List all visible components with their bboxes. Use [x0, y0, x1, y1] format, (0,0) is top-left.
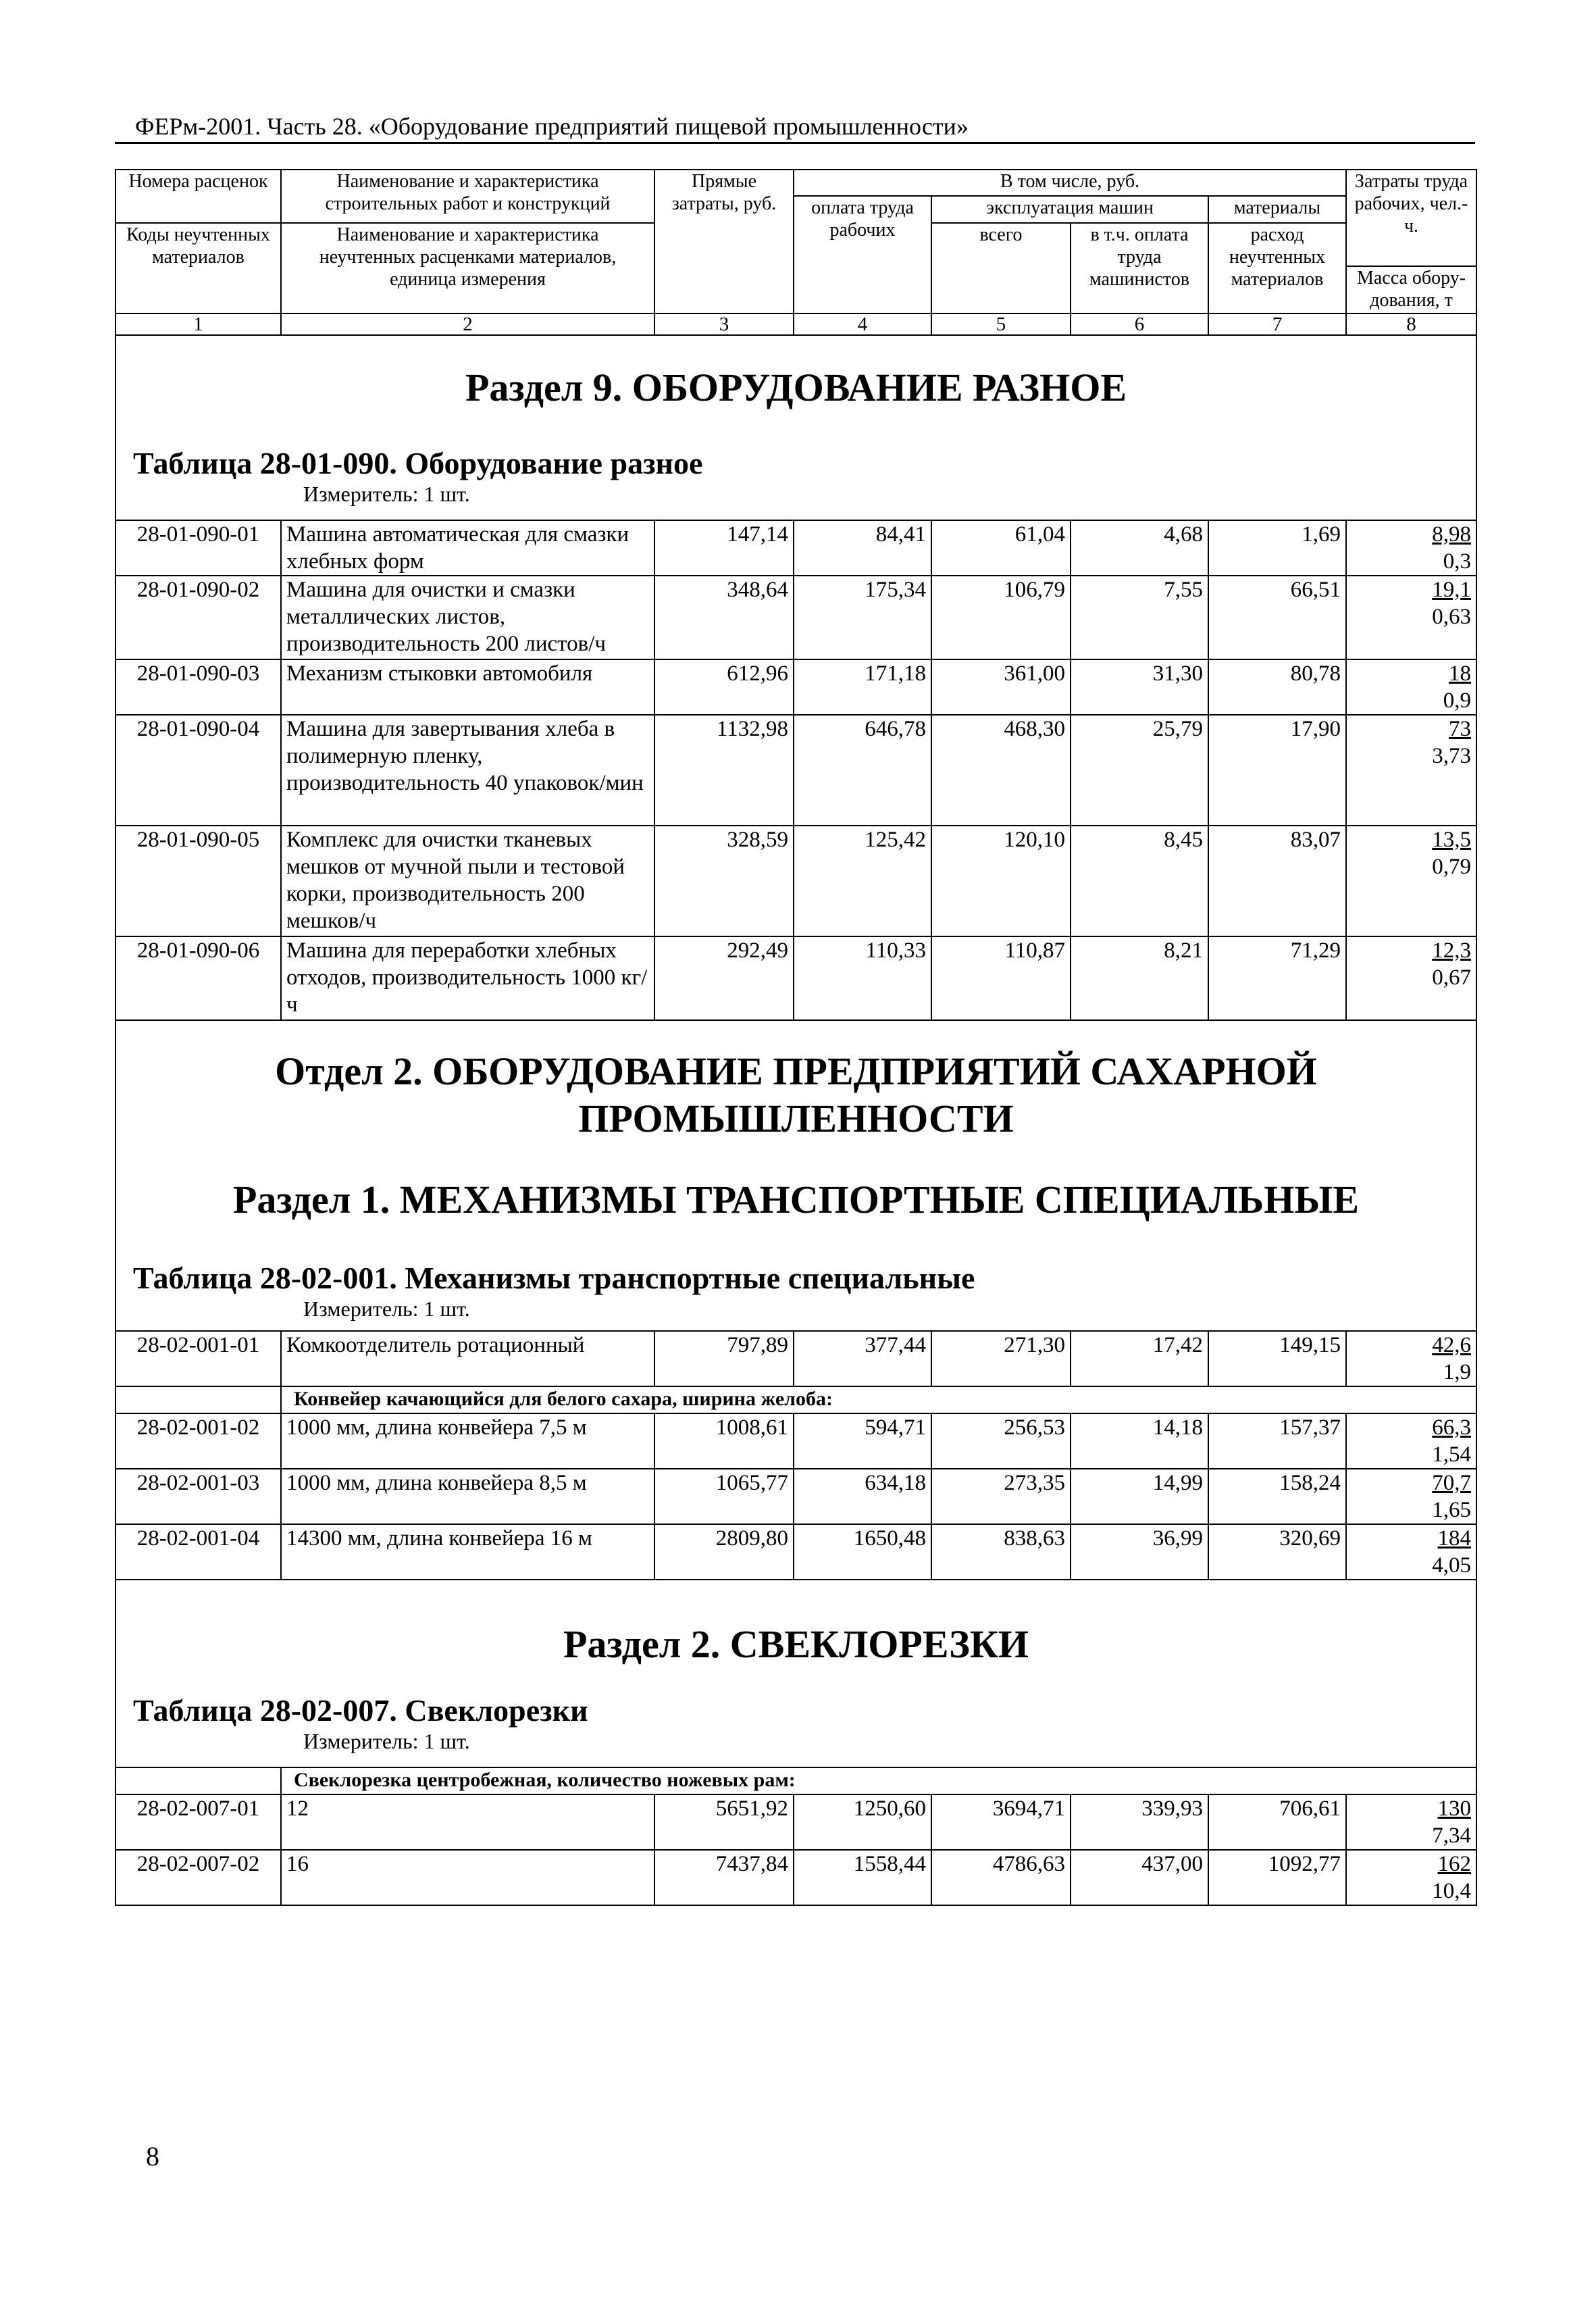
direct-costs: 147,14 — [654, 520, 794, 576]
direct-costs: 7437,84 — [654, 1850, 794, 1905]
labor-mass — [1346, 1524, 1476, 1580]
rate-code: 28-02-001-01 — [115, 1331, 281, 1386]
work-name: 14300 мм, длина конвейера 16 м — [281, 1524, 654, 1580]
table-row — [115, 659, 1476, 715]
work-name: Машина автоматическая для смазки хлебных форм — [281, 520, 654, 576]
mass-value: 0,63 — [1432, 605, 1472, 629]
table-row — [115, 1794, 1476, 1850]
department-title: Отдел 2. ОБОРУДОВАНИЕ ПРЕДПРИЯТИЙ САХАРНОЙ ПРОМЫШЛЕННОСТИ — [275, 1049, 1317, 1140]
materials: 1092,77 — [1208, 1850, 1346, 1905]
labor-value: 12,3 — [1432, 938, 1472, 963]
labor-mass — [1346, 659, 1476, 715]
column-number: 3 — [654, 313, 794, 335]
header-rule — [115, 142, 1475, 144]
labor-value: 13,5 — [1432, 828, 1472, 852]
machines-pay: 36,99 — [1071, 1524, 1208, 1580]
rate-code: 28-02-001-04 — [115, 1524, 281, 1580]
machines-total: 361,00 — [931, 659, 1071, 715]
rate-code: 28-01-090-06 — [115, 936, 281, 1020]
group-spacer — [115, 1386, 281, 1413]
direct-costs: 292,49 — [654, 936, 794, 1020]
labor-pay: 594,71 — [794, 1413, 931, 1469]
materials: 1,69 — [1208, 520, 1346, 576]
work-name: Комплекс для очистки тканевых мешков от мучной пыли и тестовой корки, производительность 200 мешков/ч — [281, 826, 654, 936]
rate-code: 28-01-090-05 — [115, 826, 281, 936]
table-row — [115, 576, 1476, 659]
mass-value: 4,05 — [1432, 1553, 1472, 1578]
machines-pay: 7,55 — [1071, 576, 1208, 659]
materials: 71,29 — [1208, 936, 1346, 1020]
column-number: 6 — [1071, 313, 1208, 335]
materials: 80,78 — [1208, 659, 1346, 715]
materials: 706,61 — [1208, 1794, 1346, 1850]
section-header — [115, 1580, 1476, 1767]
labor-mass — [1346, 936, 1476, 1020]
header-machines-total: всего — [931, 223, 1071, 313]
header-rate-number: Номера расценок — [115, 170, 281, 223]
group-label: Свеклорезка центробежная, количество ножевых рам: — [281, 1767, 1476, 1794]
table-title: Таблица 28-02-001. Механизмы транспортные специальные — [133, 1261, 975, 1295]
rates-table — [115, 169, 1477, 1906]
machines-total: 4786,63 — [931, 1850, 1071, 1905]
header-materials: материалы — [1208, 196, 1346, 223]
column-number: 5 — [931, 313, 1071, 335]
labor-mass — [1346, 1413, 1476, 1469]
header-pay: оплата труда рабочих — [794, 196, 931, 313]
measure-unit: Измеритель: 1 шт. — [303, 1729, 470, 1753]
labor-pay: 634,18 — [794, 1469, 931, 1524]
work-name: Машина для очистки и смазки металлических листов, производительность 200 листов/ч — [281, 576, 654, 659]
machines-total: 106,79 — [931, 576, 1071, 659]
direct-costs: 348,64 — [654, 576, 794, 659]
machines-total: 271,30 — [931, 1331, 1071, 1386]
table-row — [115, 936, 1476, 1020]
rate-code: 28-01-090-01 — [115, 520, 281, 576]
machines-pay: 8,45 — [1071, 826, 1208, 936]
mass-value: 3,73 — [1432, 744, 1472, 768]
labor-pay: 175,34 — [794, 576, 931, 659]
table-row — [115, 520, 1476, 576]
column-number: 1 — [115, 313, 281, 335]
machines-pay: 339,93 — [1071, 1794, 1208, 1850]
materials: 320,69 — [1208, 1524, 1346, 1580]
direct-costs: 1132,98 — [654, 715, 794, 826]
mass-value: 7,34 — [1432, 1823, 1472, 1848]
machines-pay: 31,30 — [1071, 659, 1208, 715]
header-material-name: Наименование и характеристика неучтенных расценками материалов, единица измерения — [281, 223, 654, 313]
labor-value: 8,98 — [1432, 522, 1472, 547]
work-name: Механизм стыковки автомобиля — [281, 659, 654, 715]
table-row — [115, 1331, 1476, 1386]
direct-costs: 328,59 — [654, 826, 794, 936]
mass-value: 1,9 — [1443, 1360, 1472, 1384]
column-number: 4 — [794, 313, 931, 335]
labor-pay: 84,41 — [794, 520, 931, 576]
labor-mass — [1346, 576, 1476, 659]
machines-pay: 17,42 — [1071, 1331, 1208, 1386]
materials: 83,07 — [1208, 826, 1346, 936]
header-materials-use: расход неучтенных материалов — [1208, 223, 1346, 313]
labor-pay: 1650,48 — [794, 1524, 931, 1580]
machines-total: 838,63 — [931, 1524, 1071, 1580]
header-labor: Затраты труда рабочих, чел.-ч. — [1346, 170, 1476, 266]
mass-value: 0,79 — [1432, 855, 1472, 879]
direct-costs: 1008,61 — [654, 1413, 794, 1469]
labor-pay: 1558,44 — [794, 1850, 931, 1905]
labor-mass — [1346, 1850, 1476, 1905]
labor-mass — [1346, 715, 1476, 826]
labor-pay: 110,33 — [794, 936, 931, 1020]
column-number: 8 — [1346, 313, 1476, 335]
materials: 17,90 — [1208, 715, 1346, 826]
group-row — [115, 1767, 1476, 1794]
table-row — [115, 1524, 1476, 1580]
section-title: Раздел 9. ОБОРУДОВАНИЕ РАЗНОЕ — [465, 366, 1127, 409]
table-title: Таблица 28-01-090. Оборудование разное — [133, 446, 703, 480]
labor-mass — [1346, 1331, 1476, 1386]
header-machines-pay: в т.ч. оплата труда машинистов — [1071, 223, 1208, 313]
labor-pay: 646,78 — [794, 715, 931, 826]
machines-total: 61,04 — [931, 520, 1071, 576]
section-header-row — [115, 1020, 1476, 1331]
machines-total: 256,53 — [931, 1413, 1071, 1469]
mass-value: 0,9 — [1443, 688, 1472, 713]
rate-code: 28-02-001-02 — [115, 1413, 281, 1469]
section-title: Раздел 1. МЕХАНИЗМЫ ТРАНСПОРТНЫЕ СПЕЦИАЛЬНЫЕ — [232, 1178, 1360, 1222]
labor-value: 184 — [1437, 1526, 1472, 1551]
header-mass: Масса обору-дования, т — [1346, 266, 1476, 313]
direct-costs: 612,96 — [654, 659, 794, 715]
table-row — [115, 1850, 1476, 1905]
labor-value: 162 — [1437, 1852, 1472, 1876]
labor-mass — [1346, 1469, 1476, 1524]
machines-total: 120,10 — [931, 826, 1071, 936]
mass-value: 0,3 — [1443, 549, 1472, 574]
labor-value: 73 — [1449, 717, 1472, 741]
header-material-codes: Коды неучтенных материалов — [115, 223, 281, 313]
labor-mass — [1346, 520, 1476, 576]
table-row — [115, 826, 1476, 936]
table-row — [115, 1469, 1476, 1524]
column-number: 2 — [281, 313, 654, 335]
work-name: 1000 мм, длина конвейера 7,5 м — [281, 1413, 654, 1469]
materials: 158,24 — [1208, 1469, 1346, 1524]
column-numbers-row — [115, 313, 1476, 335]
labor-value: 70,7 — [1432, 1471, 1472, 1495]
labor-value: 130 — [1437, 1796, 1472, 1821]
rate-code: 28-01-090-02 — [115, 576, 281, 659]
machines-pay: 4,68 — [1071, 520, 1208, 576]
direct-costs: 2809,80 — [654, 1524, 794, 1580]
labor-pay: 377,44 — [794, 1331, 931, 1386]
header-including: В том числе, руб. — [794, 170, 1346, 196]
work-name: 12 — [281, 1794, 654, 1850]
work-name: Комкоотделитель ротационный — [281, 1331, 654, 1386]
materials: 157,37 — [1208, 1413, 1346, 1469]
rate-code: 28-02-001-03 — [115, 1469, 281, 1524]
labor-pay: 1250,60 — [794, 1794, 931, 1850]
rate-code: 28-02-007-01 — [115, 1794, 281, 1850]
header-work-name: Наименование и характеристика строительных работ и конструкций — [281, 170, 654, 223]
materials: 149,15 — [1208, 1331, 1346, 1386]
labor-value: 66,3 — [1432, 1415, 1472, 1440]
group-row — [115, 1386, 1476, 1413]
work-name: 16 — [281, 1850, 654, 1905]
mass-value: 1,54 — [1432, 1442, 1472, 1467]
machines-total: 110,87 — [931, 936, 1071, 1020]
labor-value: 19,1 — [1432, 578, 1472, 602]
mass-value: 10,4 — [1432, 1879, 1472, 1903]
rate-code: 28-01-090-04 — [115, 715, 281, 826]
table-row — [115, 715, 1476, 826]
section-title: Раздел 2. СВЕКЛОРЕЗКИ — [563, 1622, 1029, 1666]
machines-pay: 14,18 — [1071, 1413, 1208, 1469]
direct-costs: 5651,92 — [654, 1794, 794, 1850]
column-number: 7 — [1208, 313, 1346, 335]
mass-value: 1,65 — [1432, 1498, 1472, 1522]
running-head: ФЕРм-2001. Часть 28. «Оборудование предприятий пищевой промышленности» — [135, 113, 969, 140]
section-header — [115, 1020, 1476, 1331]
labor-mass — [1346, 826, 1476, 936]
measure-unit: Измеритель: 1 шт. — [303, 1297, 470, 1321]
section-header-row — [115, 1580, 1476, 1767]
materials: 66,51 — [1208, 576, 1346, 659]
table-title: Таблица 28-02-007. Свеклорезки — [133, 1693, 588, 1728]
machines-pay: 14,99 — [1071, 1469, 1208, 1524]
work-name: Машина для переработки хлебных отходов, производительность 1000 кг/ч — [281, 936, 654, 1020]
work-name: Машина для завертывания хлеба в полимерную пленку, производительность 40 упаковок/мин — [281, 715, 654, 826]
machines-total: 468,30 — [931, 715, 1071, 826]
direct-costs: 797,89 — [654, 1331, 794, 1386]
header-row — [115, 170, 1476, 196]
machines-pay: 437,00 — [1071, 1850, 1208, 1905]
labor-value: 42,6 — [1432, 1333, 1472, 1357]
section-header-row — [115, 335, 1476, 520]
machines-total: 273,35 — [931, 1469, 1071, 1524]
machines-pay: 25,79 — [1071, 715, 1208, 826]
header-direct-costs: Прямые затраты, руб. — [654, 170, 794, 313]
group-spacer — [115, 1767, 281, 1794]
measure-unit: Измеритель: 1 шт. — [303, 482, 470, 506]
table-row — [115, 1413, 1476, 1469]
header-machines: эксплуатация машин — [931, 196, 1208, 223]
group-label: Конвейер качающийся для белого сахара, ширина желоба: — [281, 1386, 1476, 1413]
page-number: 8 — [146, 2141, 159, 2171]
rate-code: 28-02-007-02 — [115, 1850, 281, 1905]
work-name: 1000 мм, длина конвейера 8,5 м — [281, 1469, 654, 1524]
section-header — [115, 335, 1476, 520]
mass-value: 0,67 — [1432, 965, 1472, 990]
labor-pay: 171,18 — [794, 659, 931, 715]
rate-code: 28-01-090-03 — [115, 659, 281, 715]
machines-pay: 8,21 — [1071, 936, 1208, 1020]
labor-value: 18 — [1449, 661, 1472, 686]
direct-costs: 1065,77 — [654, 1469, 794, 1524]
machines-total: 3694,71 — [931, 1794, 1071, 1850]
labor-pay: 125,42 — [794, 826, 931, 936]
labor-mass — [1346, 1794, 1476, 1850]
